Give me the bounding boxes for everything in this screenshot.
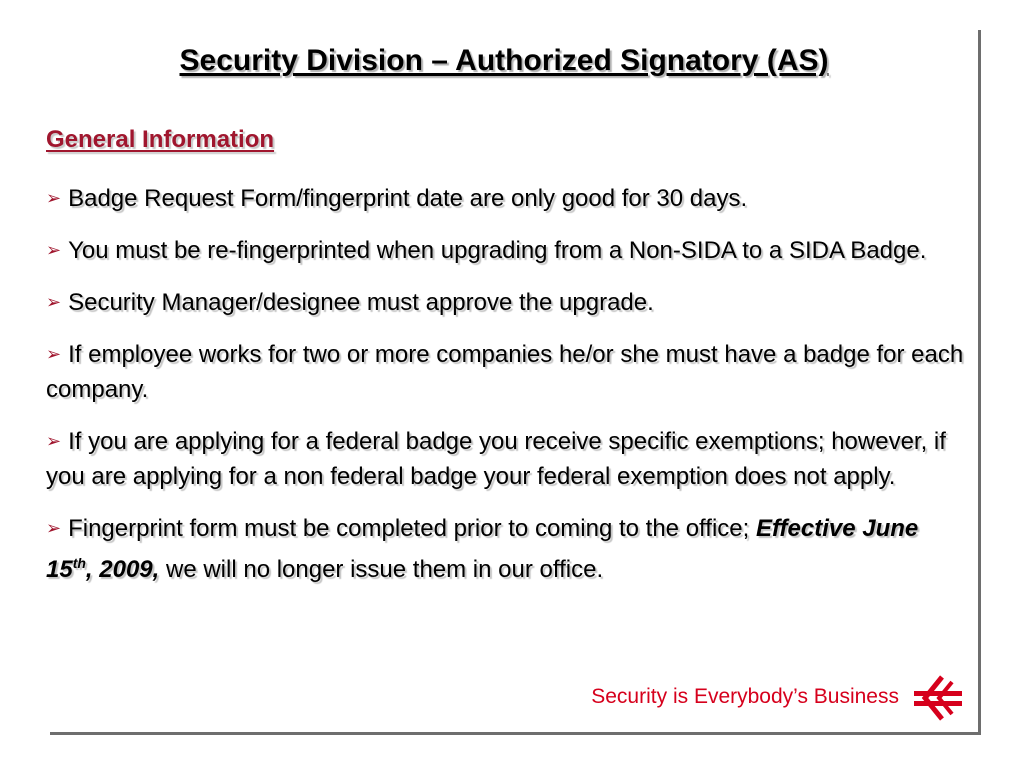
bullet-item: [46, 424, 966, 494]
bullet-item: [46, 285, 966, 320]
bullet-text: Security Manager/designee must approve the upgrade.: [68, 289, 654, 316]
effective-date-prefix: Effective June 15: [46, 515, 919, 583]
bullet-text: If employee works for two or more companies he/or she must have a badge for each company.: [46, 341, 964, 403]
frame-bottom-border: [50, 732, 981, 735]
bullet-text-after: we will no longer issue them in our office.: [166, 556, 604, 583]
bullet-text: Badge Request Form/fingerprint date are only good for 30 days.: [68, 185, 748, 212]
arrowhead-bullet-icon: ➢: [46, 188, 62, 208]
effective-date-ordinal: th: [72, 555, 86, 571]
effective-date-suffix: , 2009,: [85, 556, 160, 583]
footer-slogan: Security is Everybody’s Business: [591, 685, 899, 708]
frame-right-border: [978, 30, 981, 734]
bullet-text: You must be re-fingerprinted when upgrading from a Non-SIDA to a SIDA Badge.: [68, 237, 927, 264]
arrowhead-bullet-icon: ➢: [46, 431, 62, 451]
bullet-list: [46, 181, 966, 604]
bullet-item: [46, 511, 966, 587]
arrowhead-bullet-icon: ➢: [46, 344, 62, 364]
bullet-item: [46, 233, 966, 268]
arrowhead-bullet-icon: ➢: [46, 518, 62, 538]
arrowhead-bullet-icon: ➢: [46, 292, 62, 312]
page-title: Security Division – Authorized Signatory (AS): [179, 44, 829, 77]
bullet-item: [46, 181, 966, 216]
section-heading: General Information: [46, 126, 275, 153]
arrowhead-bullet-icon: ➢: [46, 240, 62, 260]
bullet-text: Fingerprint form must be completed prior to coming to the office;: [68, 515, 750, 542]
company-logo-icon: [912, 674, 964, 722]
bullet-text: If you are applying for a federal badge you receive specific exemptions; however, if you are applying for a non federal badge your federal exemption does not apply.: [46, 428, 946, 490]
bullet-item: [46, 337, 966, 407]
